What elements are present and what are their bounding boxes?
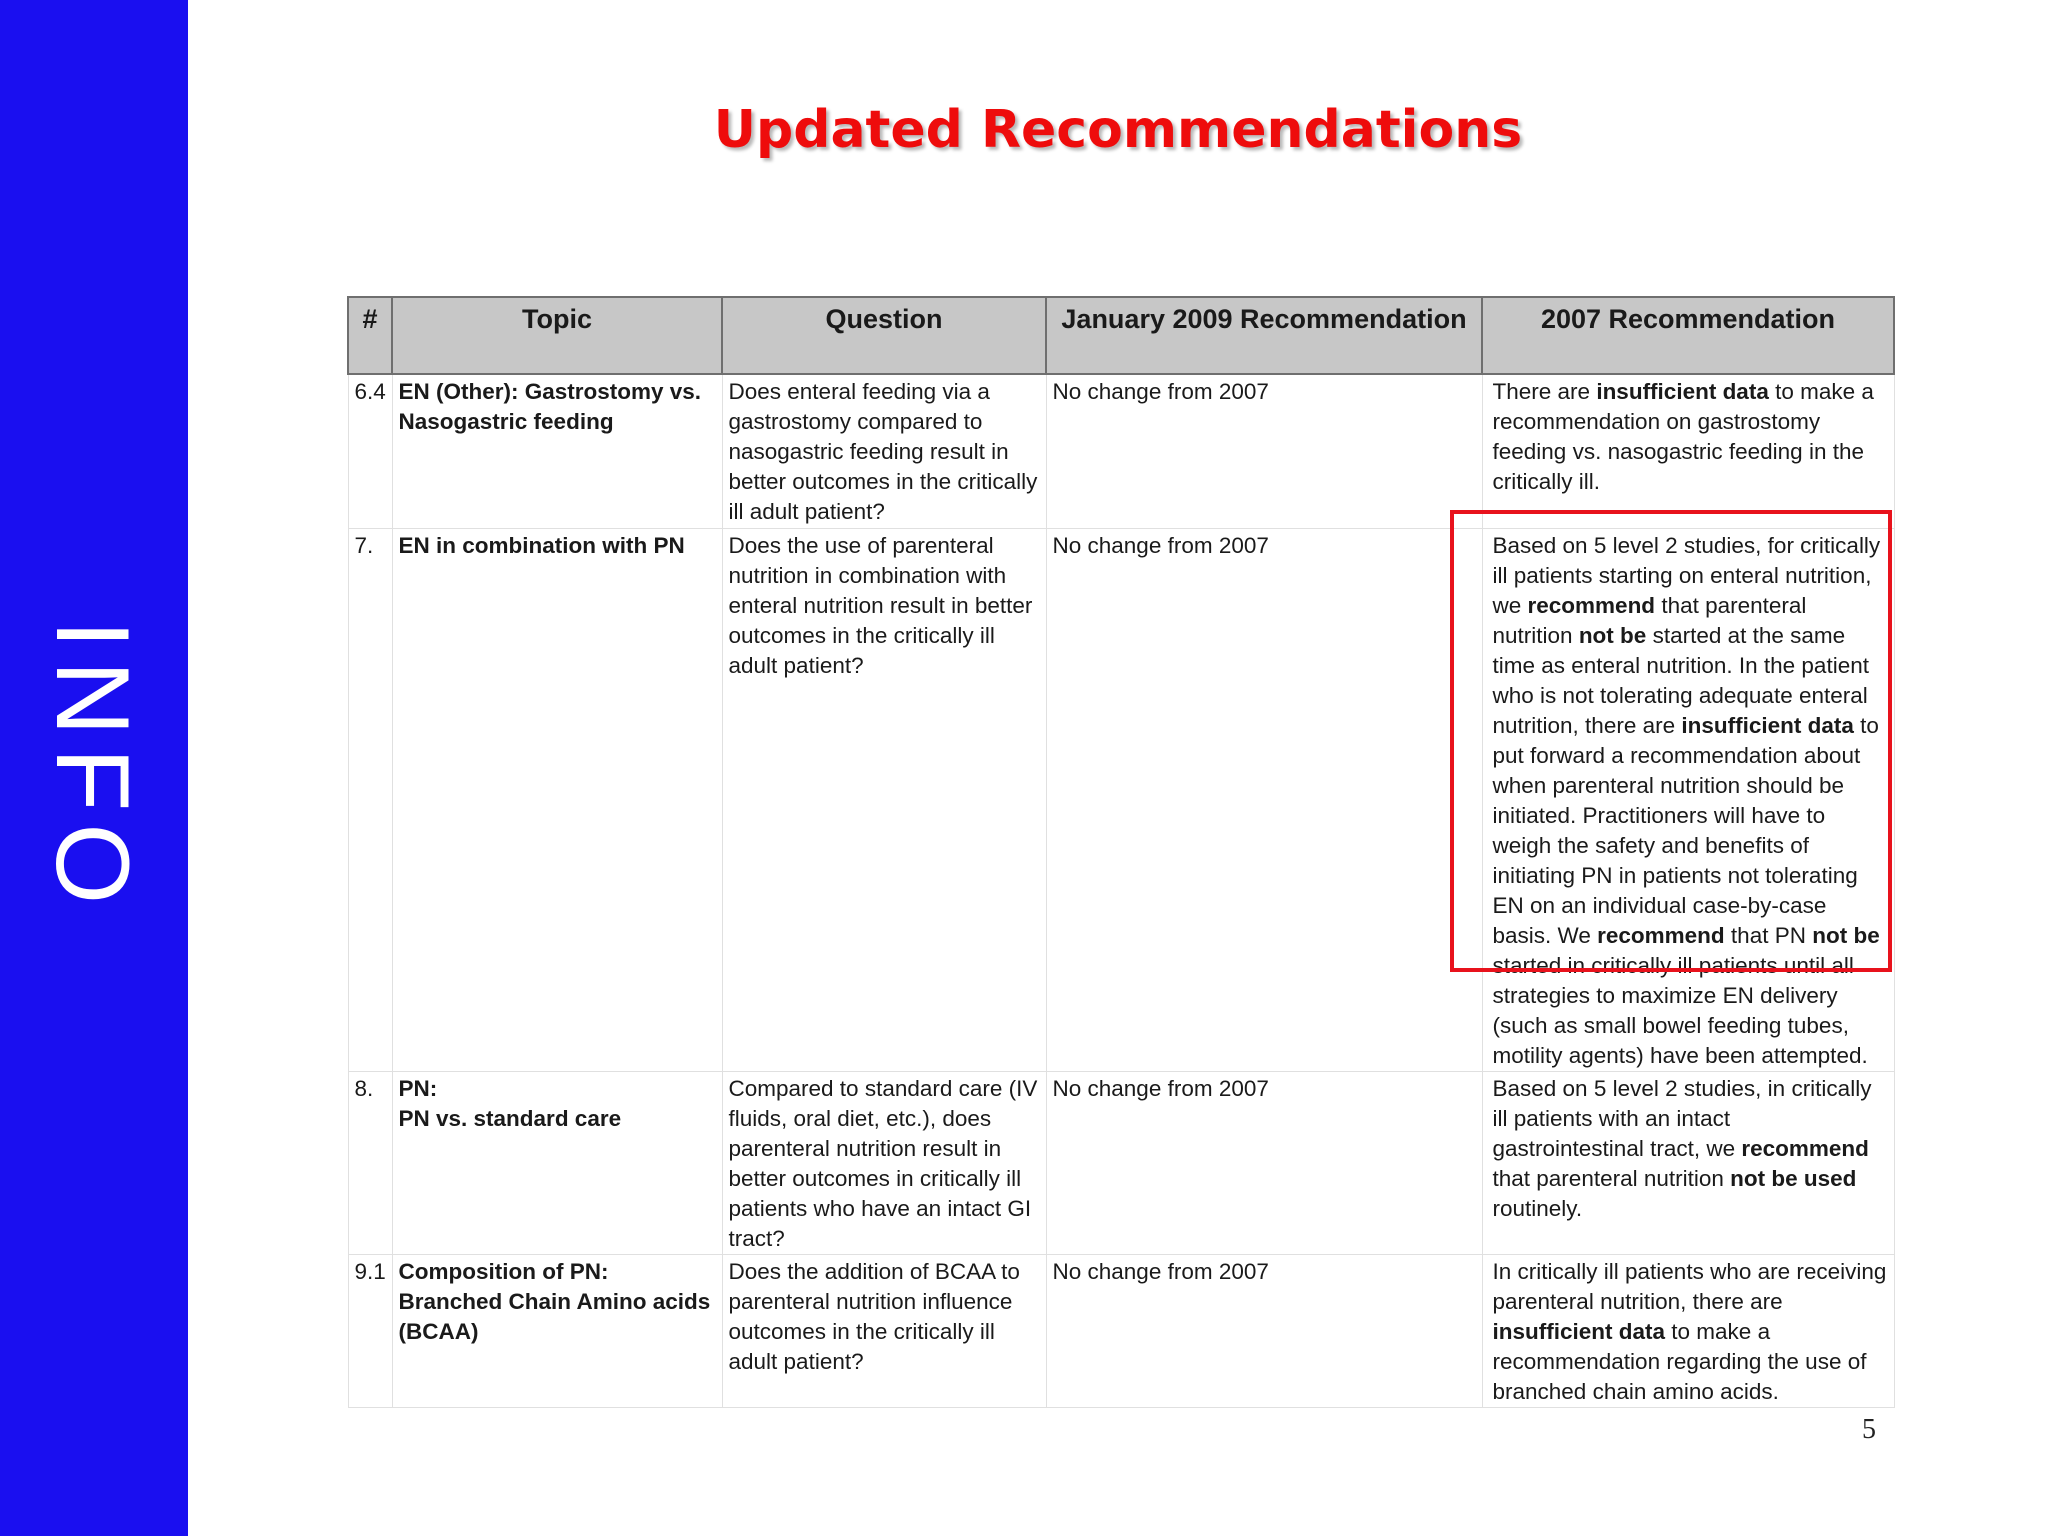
- header-number: #: [348, 297, 392, 374]
- row-topic: EN (Other): Gastrostomy vs. Nasogastric feeding: [392, 374, 722, 529]
- row-question: Does the use of parenteral nutrition in combination with enteral nutrition result in better outcomes in the critically ill adult patient?: [722, 529, 1046, 1072]
- text-run: There are: [1492, 379, 1597, 404]
- header-topic: Topic: [392, 297, 722, 374]
- page-title: Updated Recommendations: [713, 100, 1523, 160]
- row-question: Does enteral feeding via a gastrostomy compared to nasogastric feeding result in better outcomes in the critically ill adult patient?: [722, 374, 1046, 529]
- table-row: [348, 1072, 1894, 1255]
- bold-run: recommend: [1527, 593, 1656, 618]
- table-row: [348, 1255, 1894, 1408]
- header-2007: 2007 Recommendation: [1482, 297, 1894, 374]
- row-rec-2007: [1482, 1255, 1894, 1408]
- sidebar-label: INFO: [34, 619, 150, 917]
- text-run: started at the same time as enteral nutrition. In the patient who is not tolerating adequate enteral nutrition, there are: [1492, 623, 1869, 738]
- recommendations-table: [347, 296, 1895, 1408]
- table-row: [348, 529, 1894, 1072]
- text-run: routinely.: [1492, 1196, 1583, 1221]
- bold-run: insufficient data: [1681, 713, 1854, 738]
- row-jan-2009: No change from 2007: [1046, 1255, 1482, 1408]
- table-header-row: [348, 297, 1894, 374]
- row-number: 6.4: [348, 374, 392, 529]
- text-run: Based on 5 level 2 studies, in critically ill patients with an intact gastrointestinal tract, we: [1492, 1076, 1872, 1161]
- text-run: that parenteral nutrition: [1492, 1166, 1731, 1191]
- text-run: started in critically ill patients until all strategies to maximize EN delivery (such as small bowel feeding tubes, motility agents) have been attempted.: [1492, 953, 1868, 1068]
- text-run: Based on 5 level 2 studies, for critically ill patients starting on enteral nutrition, we: [1492, 533, 1881, 618]
- row-topic-line1: PN:: [398, 1076, 438, 1101]
- bold-run: insufficient data: [1492, 1319, 1666, 1344]
- bold-run: recommend: [1741, 1136, 1869, 1161]
- sidebar: [0, 0, 188, 1536]
- row-topic: Composition of PN: Branched Chain Amino acids (BCAA): [392, 1255, 722, 1408]
- text-run: that PN: [1724, 923, 1813, 948]
- row-topic: [392, 1072, 722, 1255]
- row-number: 8.: [348, 1072, 392, 1255]
- bold-run: not be: [1578, 623, 1647, 648]
- row-rec-2007: [1482, 529, 1894, 1072]
- text-run: that parenteral nutrition: [1492, 593, 1807, 648]
- bold-run: not be: [1812, 923, 1880, 948]
- row-number: 9.1: [348, 1255, 392, 1408]
- bold-run: recommend: [1597, 923, 1725, 948]
- text-run: In critically ill patients who are receiving parenteral nutrition, there are: [1492, 1259, 1887, 1314]
- row-jan-2009: No change from 2007: [1046, 529, 1482, 1072]
- page-number: 5: [1862, 1414, 1876, 1445]
- row-question: Compared to standard care (IV fluids, oral diet, etc.), does parenteral nutrition result in better outcomes in critically ill patients who have an intact GI tract?: [722, 1072, 1046, 1255]
- row-question: Does the addition of BCAA to parenteral nutrition influence outcomes in the critically ill adult patient?: [722, 1255, 1046, 1408]
- row-rec-2007: [1482, 1072, 1894, 1255]
- row-jan-2009: No change from 2007: [1046, 1072, 1482, 1255]
- header-jan-2009: January 2009 Recommendation: [1046, 297, 1482, 374]
- row-jan-2009: No change from 2007: [1046, 374, 1482, 529]
- text-run: to make a recommendation regarding the use of branched chain amino acids.: [1492, 1319, 1867, 1404]
- text-run: to put forward a recommendation about when parenteral nutrition should be initiated. Practitioners will have to weigh the safety and benefits of initiating PN in patients not tolerating EN on an individual case-by-case basis. We: [1492, 713, 1879, 948]
- row-number: 7.: [348, 529, 392, 1072]
- row-topic-line2: PN vs. standard care: [398, 1106, 622, 1131]
- bold-run: insufficient data: [1596, 379, 1769, 404]
- bold-run: not be used: [1730, 1166, 1857, 1191]
- row-rec-2007: [1482, 374, 1894, 529]
- table-row: [348, 374, 1894, 529]
- row-topic: EN in combination with PN: [392, 529, 722, 1072]
- header-question: Question: [722, 297, 1046, 374]
- text-run: to make a recommendation on gastrostomy feeding vs. nasogastric feeding in the critically ill.: [1492, 379, 1874, 494]
